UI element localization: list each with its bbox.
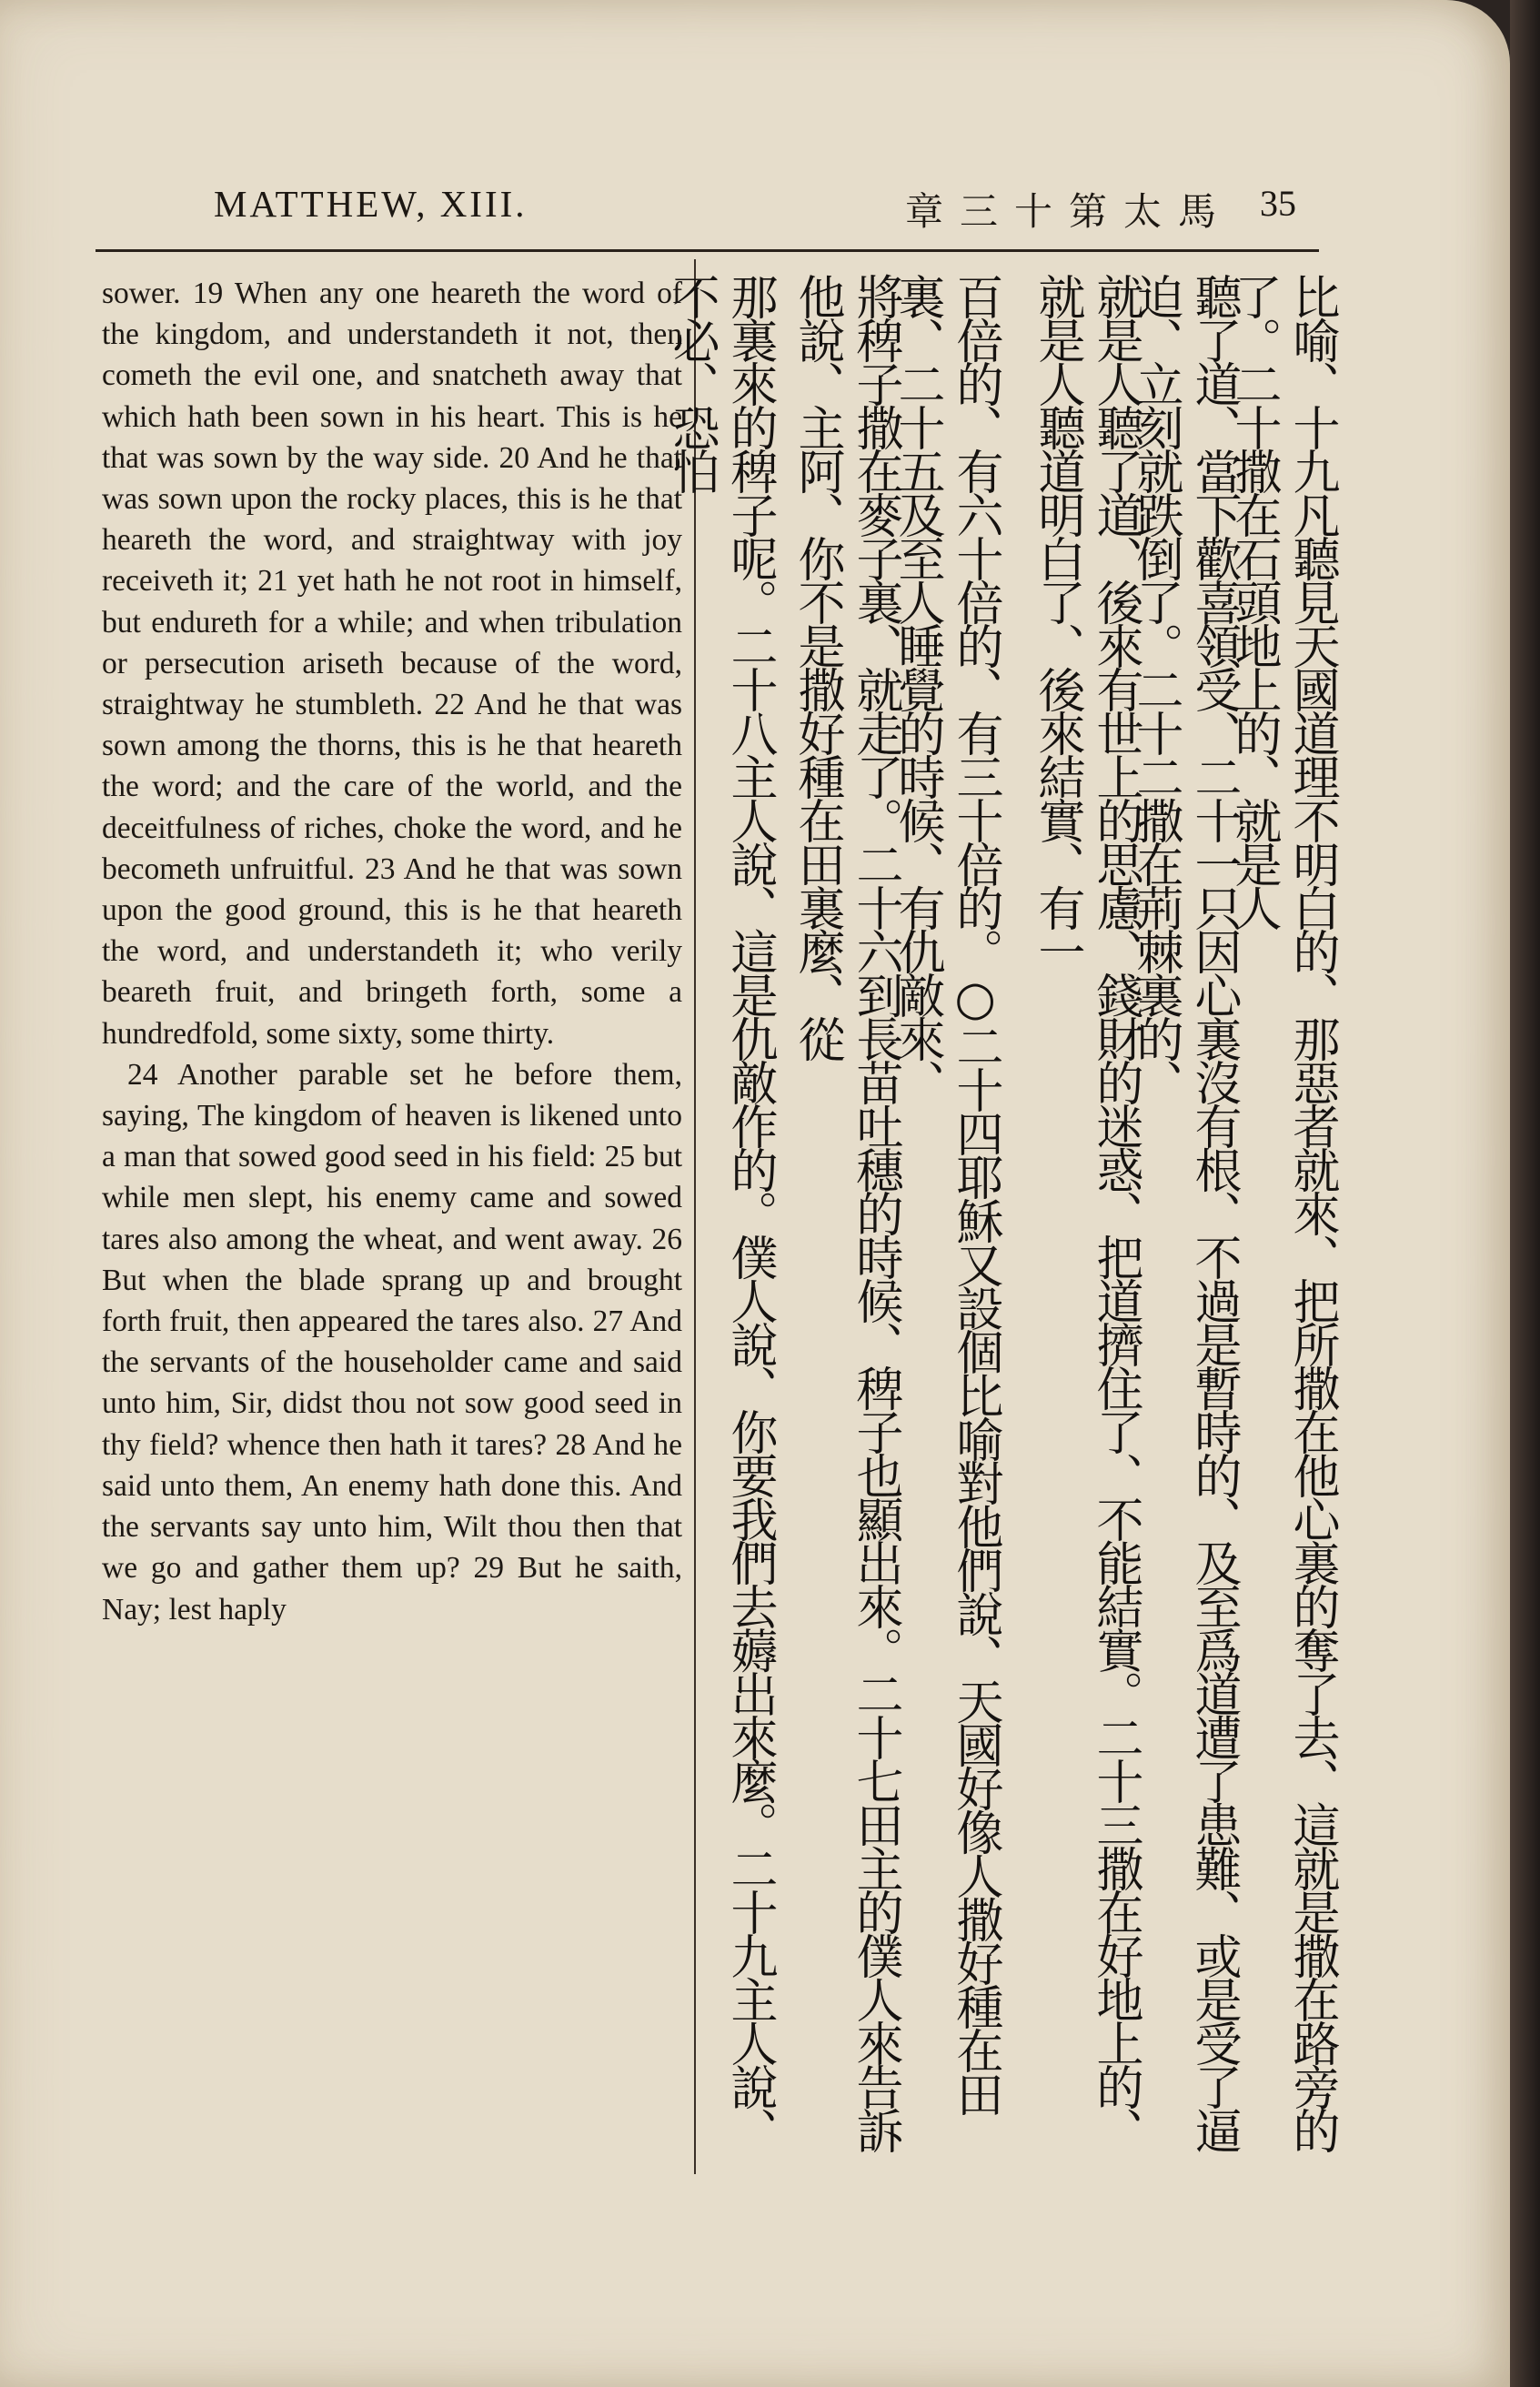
english-paragraph: sower. 19 When any one heareth the word of the kingdom, and understandeth it not, then cometh the evil one, and snatcheth away that which hath been sown in his heart. This is he that was sown by the way side. 20 And he that was sown upon the rocky places, this is he that heareth the word, and straightway with joy receiveth it; 21 yet hath he not root in himself, but endureth for a while; and when tribulation or persecution ariseth because of the word, straightway he stumbleth. 22 And he that was sown among the thorns, this is he that heareth the word; and the care of the world, and the deceitfulness of riches, choke the word, and he becometh unfruitful. 23 And he that was sown upon the good ground, this is he that heareth the word, and understandeth it; who verily beareth fruit, and bringeth forth, some a hundredfold, some sixty, some thirty.	[102, 277, 682, 1051]
header-book-title: MATTHEW, XIII.	[214, 183, 528, 225]
english-paragraph: 24 Another parable set he before them, saying, The kingdom of heaven is likened unto a man that sowed good seed in his field: 25 but while men slept, his enemy came and sowed tares also among the wheat, and went away. 26 But when the blade sprang up and brought forth fruit, then appeared the tares also. 27 And the servants of the householder came and said unto him, Sir, didst thou not sow good seed in thy field? whence then hath it tares? 28 And he said unto them, An enemy hath done this. And the servants say unto him, Wilt thou then that we go and gather them up? 29 But he saith, Nay; lest haply	[102, 1057, 682, 1627]
chinese-column: 就是人聽了道、後來有世上的思慮、錢財的迷惑、把道擠住了、不能結實。二十三撒在好地上的、就是人聽道明白了、後來結實、有一	[1030, 273, 1142, 2150]
page-header	[96, 182, 1319, 250]
chinese-column: 比喻、十九凡聽見天國道理不明白的、那惡者就來、把所撒在他心裏的奪了去、這就是撒在路旁的了。二十撒在石頭地上的、就是人	[1226, 273, 1339, 2150]
chinese-column: 聽了道、當下歡喜領受、二十一只因心裏沒有根、不過是暫時的、及至爲道遭了患難、或是受了逼迫、立刻就跌倒了。二十二撒在荊棘裏的、	[1128, 273, 1241, 2150]
header-rule	[96, 249, 1319, 252]
english-text-column	[102, 273, 682, 1630]
chinese-text-column	[664, 273, 1346, 2192]
column-divider	[694, 259, 696, 2174]
chinese-column: 那裏來的稗子呢。二十八主人說、這是仇敵作的。僕人說、你要我們去薅出來麼。二十九主人說、不必、恐怕	[664, 273, 777, 2150]
book-spine-edge	[1510, 0, 1540, 2387]
chinese-column: 將稗子撒在麥子裏、就走了。二十六到長苗吐穗的時候、稗子也顯出來。二十七田主的僕人來告訴他說、主阿、你不是撒好種在田裏麼、從	[790, 273, 902, 2150]
header-chinese-title: 章三十第太馬	[905, 189, 1233, 234]
page-number: 35	[1260, 183, 1296, 224]
chinese-column: 百倍的、有六十倍的、有三十倍的。○二十四耶穌又設個比喻對他們說、天國好像人撒好種在田裏、二十五及至人睡覺的時候、有仇敵來、	[890, 273, 1002, 2114]
